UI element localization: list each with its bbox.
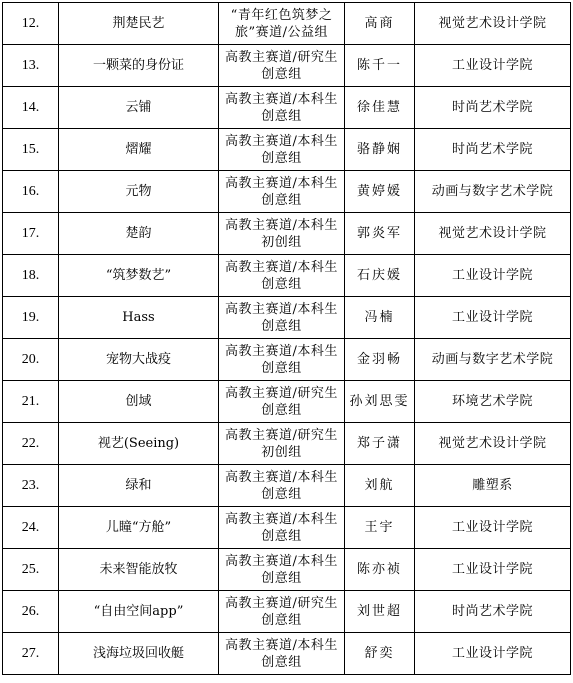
college-name-cell: 工业设计学院 [415, 45, 571, 87]
document-page [2, 2, 570, 675]
competition-track-cell: 高教主赛道/研究生初创组 [219, 423, 345, 465]
college-name-cell: 动画与数字艺术学院 [415, 171, 571, 213]
project-name-cell: 楚韵 [59, 213, 219, 255]
team-leader-cell: 徐佳慧 [345, 87, 415, 129]
project-name-cell: 视艺(Seeing) [59, 423, 219, 465]
project-name-cell: Hass [59, 297, 219, 339]
college-name-cell: 时尚艺术学院 [415, 87, 571, 129]
competition-track-cell: 高教主赛道/本科生创意组 [219, 549, 345, 591]
team-leader-cell: 黄婷媛 [345, 171, 415, 213]
row-number-cell: 12. [3, 3, 59, 45]
project-name-cell: 一颗菜的身份证 [59, 45, 219, 87]
team-leader-cell: 刘航 [345, 465, 415, 507]
team-leader-cell: 陈千一 [345, 45, 415, 87]
team-leader-cell: 王宇 [345, 507, 415, 549]
project-name-cell: “自由空间app” [59, 591, 219, 633]
row-number-cell: 18. [3, 255, 59, 297]
team-leader-cell: 陈亦祯 [345, 549, 415, 591]
college-name-cell: 工业设计学院 [415, 297, 571, 339]
row-number-cell: 23. [3, 465, 59, 507]
table-row [3, 213, 571, 255]
table-row [3, 465, 571, 507]
competition-track-cell: 高教主赛道/本科生创意组 [219, 465, 345, 507]
table-row [3, 3, 571, 45]
project-name-cell: 宠物大战疫 [59, 339, 219, 381]
competition-track-cell: “青年红色筑梦之旅”赛道/公益组 [219, 3, 345, 45]
project-name-cell: 熠耀 [59, 129, 219, 171]
competition-track-cell: 高教主赛道/本科生创意组 [219, 297, 345, 339]
project-name-cell: “筑梦数艺” [59, 255, 219, 297]
project-name-cell: 未来智能放牧 [59, 549, 219, 591]
competition-track-cell: 高教主赛道/本科生创意组 [219, 633, 345, 675]
row-number-cell: 20. [3, 339, 59, 381]
project-name-cell: 创域 [59, 381, 219, 423]
competition-track-cell: 高教主赛道/本科生创意组 [219, 507, 345, 549]
table-row [3, 171, 571, 213]
competition-track-cell: 高教主赛道/研究生创意组 [219, 45, 345, 87]
college-name-cell: 工业设计学院 [415, 507, 571, 549]
team-leader-cell: 郭炎军 [345, 213, 415, 255]
row-number-cell: 26. [3, 591, 59, 633]
table-body [3, 3, 571, 675]
college-name-cell: 动画与数字艺术学院 [415, 339, 571, 381]
table-row [3, 87, 571, 129]
project-name-cell: 儿瞳“方舱” [59, 507, 219, 549]
competition-track-cell: 高教主赛道/研究生创意组 [219, 591, 345, 633]
table-row [3, 381, 571, 423]
team-leader-cell: 冯楠 [345, 297, 415, 339]
row-number-cell: 19. [3, 297, 59, 339]
project-name-cell: 浅海垃圾回收艇 [59, 633, 219, 675]
college-name-cell: 视觉艺术设计学院 [415, 423, 571, 465]
table-row [3, 507, 571, 549]
college-name-cell: 雕塑系 [415, 465, 571, 507]
team-leader-cell: 刘世超 [345, 591, 415, 633]
college-name-cell: 工业设计学院 [415, 633, 571, 675]
table-row [3, 549, 571, 591]
college-name-cell: 视觉艺术设计学院 [415, 3, 571, 45]
team-leader-cell: 骆静娴 [345, 129, 415, 171]
competition-track-cell: 高教主赛道/本科生创意组 [219, 171, 345, 213]
team-leader-cell: 舒奕 [345, 633, 415, 675]
project-name-cell: 绿和 [59, 465, 219, 507]
row-number-cell: 24. [3, 507, 59, 549]
team-leader-cell: 郑子潇 [345, 423, 415, 465]
competition-track-cell: 高教主赛道/研究生创意组 [219, 381, 345, 423]
table-row [3, 129, 571, 171]
table-row [3, 45, 571, 87]
college-name-cell: 时尚艺术学院 [415, 129, 571, 171]
table-row [3, 423, 571, 465]
competition-track-cell: 高教主赛道/本科生创意组 [219, 255, 345, 297]
college-name-cell: 工业设计学院 [415, 549, 571, 591]
team-leader-cell: 石庆媛 [345, 255, 415, 297]
team-leader-cell: 金羽畅 [345, 339, 415, 381]
competition-project-table [2, 2, 571, 675]
college-name-cell: 环境艺术学院 [415, 381, 571, 423]
table-row [3, 591, 571, 633]
table-row [3, 255, 571, 297]
competition-track-cell: 高教主赛道/本科生创意组 [219, 87, 345, 129]
team-leader-cell: 孙刘思雯 [345, 381, 415, 423]
project-name-cell: 荆楚民艺 [59, 3, 219, 45]
project-name-cell: 云铺 [59, 87, 219, 129]
project-name-cell: 元物 [59, 171, 219, 213]
competition-track-cell: 高教主赛道/本科生初创组 [219, 213, 345, 255]
competition-track-cell: 高教主赛道/本科生创意组 [219, 129, 345, 171]
table-row [3, 633, 571, 675]
row-number-cell: 16. [3, 171, 59, 213]
row-number-cell: 13. [3, 45, 59, 87]
row-number-cell: 15. [3, 129, 59, 171]
college-name-cell: 视觉艺术设计学院 [415, 213, 571, 255]
college-name-cell: 工业设计学院 [415, 255, 571, 297]
row-number-cell: 14. [3, 87, 59, 129]
table-row [3, 297, 571, 339]
row-number-cell: 21. [3, 381, 59, 423]
row-number-cell: 25. [3, 549, 59, 591]
row-number-cell: 22. [3, 423, 59, 465]
table-row [3, 339, 571, 381]
college-name-cell: 时尚艺术学院 [415, 591, 571, 633]
team-leader-cell: 高商 [345, 3, 415, 45]
row-number-cell: 17. [3, 213, 59, 255]
competition-track-cell: 高教主赛道/本科生创意组 [219, 339, 345, 381]
row-number-cell: 27. [3, 633, 59, 675]
